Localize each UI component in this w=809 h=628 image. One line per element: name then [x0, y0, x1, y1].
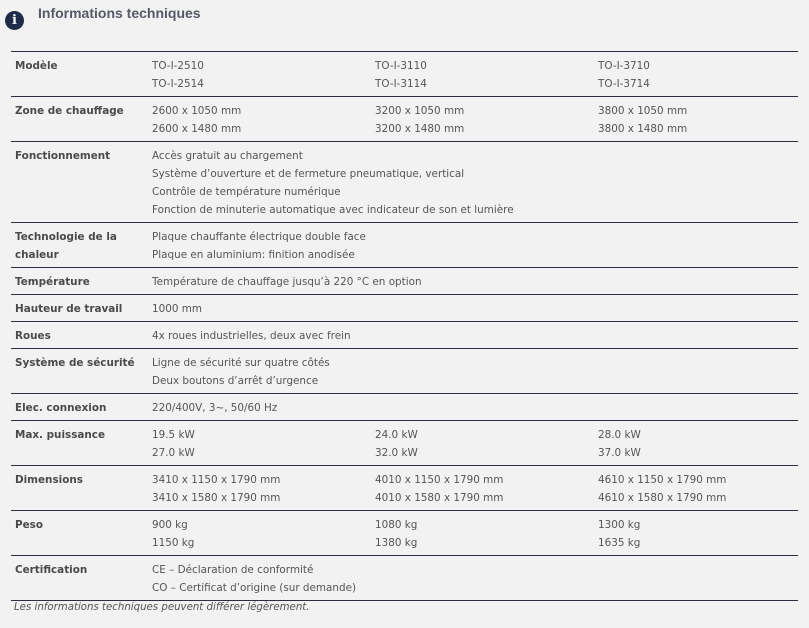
spec-value-col1: [152, 52, 375, 97]
spec-value: 32.0 kW: [375, 447, 418, 459]
spec-value: 19.5 kW: [152, 429, 195, 441]
spec-value: CE – Déclaration de conformité: [152, 564, 314, 576]
spec-value-col3: [598, 466, 798, 511]
spec-label: Fonctionnement: [15, 150, 111, 162]
info-icon: i: [5, 11, 24, 30]
spec-row-temperature: [11, 268, 798, 295]
spec-value-col2: [375, 466, 598, 511]
spec-value: 220/400V, 3~, 50/60 Hz: [152, 402, 278, 414]
spec-label: Modèle: [15, 60, 58, 72]
spec-value: Deux boutons d’arrêt d’urgence: [152, 375, 319, 387]
spec-value-col3: [598, 421, 798, 466]
spec-value: TO-I-3114: [375, 78, 427, 90]
spec-value: 1380 kg: [375, 537, 418, 549]
spec-value: 3800 x 1050 mm: [598, 105, 688, 117]
spec-value: 3200 x 1480 mm: [375, 123, 465, 135]
spec-row-securite: [11, 349, 798, 394]
spec-value: 4x roues industrielles, deux avec frein: [152, 330, 351, 342]
spec-value: 3410 x 1580 x 1790 mm: [152, 492, 281, 504]
spec-row-puissance: [11, 421, 798, 466]
spec-value-col1: [152, 511, 375, 556]
spec-value: Température de chauffage jusqu’à 220 °C en option: [152, 276, 422, 288]
spec-label: Température: [15, 276, 90, 288]
spec-value: TO-I-3110: [375, 60, 427, 72]
spec-value-span: [152, 223, 798, 268]
spec-value-span: [152, 394, 798, 421]
spec-value: Plaque en aluminium: finition anodisée: [152, 249, 355, 261]
spec-value: 1000 mm: [152, 303, 202, 315]
spec-label: Hauteur de travail: [15, 303, 123, 315]
spec-value: Plaque chauffante électrique double face: [152, 231, 366, 243]
spec-value: 900 kg: [152, 519, 188, 531]
spec-value-col2: [375, 52, 598, 97]
spec-value: 1635 kg: [598, 537, 641, 549]
spec-label: Max. puissance: [15, 429, 105, 441]
spec-value-col2: [375, 97, 598, 142]
spec-row-certification: [11, 556, 798, 601]
spec-value-span: [152, 295, 798, 322]
spec-value: 37.0 kW: [598, 447, 641, 459]
spec-value: 3410 x 1150 x 1790 mm: [152, 474, 281, 486]
spec-value-span: [152, 142, 798, 223]
spec-value: Ligne de sécurité sur quatre côtés: [152, 357, 330, 369]
specs-table: [11, 51, 798, 601]
spec-label: Elec. connexion: [15, 402, 107, 414]
spec-label: Peso: [15, 519, 43, 531]
spec-value: Fonction de minuterie automatique avec indicateur de son et lumière: [152, 204, 514, 216]
spec-label: Roues: [15, 330, 51, 342]
spec-value-col2: [375, 511, 598, 556]
spec-value: 28.0 kW: [598, 429, 641, 441]
spec-value: 1150 kg: [152, 537, 195, 549]
spec-value: Accès gratuit au chargement: [152, 150, 303, 162]
spec-label: Technologie de la chaleur: [15, 231, 117, 261]
spec-value-col1: [152, 97, 375, 142]
spec-value-col3: [598, 52, 798, 97]
spec-value: 4610 x 1580 x 1790 mm: [598, 492, 727, 504]
spec-row-fonctionnement: [11, 142, 798, 223]
spec-row-technologie: [11, 223, 798, 268]
spec-value-col1: [152, 421, 375, 466]
spec-value: TO-I-2510: [152, 60, 204, 72]
spec-value: TO-I-2514: [152, 78, 204, 90]
spec-value: 3200 x 1050 mm: [375, 105, 465, 117]
spec-value-col1: [152, 466, 375, 511]
spec-value: 4610 x 1150 x 1790 mm: [598, 474, 727, 486]
spec-value: 1080 kg: [375, 519, 418, 531]
section-title: Informations techniques: [38, 5, 201, 21]
spec-label: Dimensions: [15, 474, 83, 486]
spec-value-col2: [375, 421, 598, 466]
disclaimer-note: Les informations techniques peuvent différer légèrement.: [14, 602, 310, 613]
spec-value: 4010 x 1150 x 1790 mm: [375, 474, 504, 486]
spec-value: 24.0 kW: [375, 429, 418, 441]
spec-row-elec-connexion: [11, 394, 798, 421]
spec-value: 1300 kg: [598, 519, 641, 531]
spec-value: TO-I-3710: [598, 60, 650, 72]
spec-label: Système de sécurité: [15, 357, 135, 369]
spec-value-span: [152, 268, 798, 295]
spec-label: Zone de chauffage: [15, 105, 124, 117]
spec-row-modele: [11, 52, 798, 97]
spec-row-hauteur: [11, 295, 798, 322]
spec-value-span: [152, 322, 798, 349]
spec-value-span: [152, 349, 798, 394]
spec-value: TO-I-3714: [598, 78, 650, 90]
spec-value: Contrôle de température numérique: [152, 186, 341, 198]
spec-value: 3800 x 1480 mm: [598, 123, 688, 135]
spec-label: Certification: [15, 564, 88, 576]
spec-row-zone-de-chauffage: [11, 97, 798, 142]
spec-value: CO – Certificat d’origine (sur demande): [152, 582, 357, 594]
spec-value: 2600 x 1480 mm: [152, 123, 242, 135]
spec-value-span: [152, 556, 798, 601]
spec-value: 4010 x 1580 x 1790 mm: [375, 492, 504, 504]
spec-value: Système d’ouverture et de fermeture pneumatique, vertical: [152, 168, 465, 180]
spec-row-roues: [11, 322, 798, 349]
spec-row-peso: [11, 511, 798, 556]
spec-value: 2600 x 1050 mm: [152, 105, 242, 117]
spec-value-col3: [598, 511, 798, 556]
spec-value-col3: [598, 97, 798, 142]
spec-row-dimensions: [11, 466, 798, 511]
spec-value: 27.0 kW: [152, 447, 195, 459]
section-header: [4, 2, 201, 28]
